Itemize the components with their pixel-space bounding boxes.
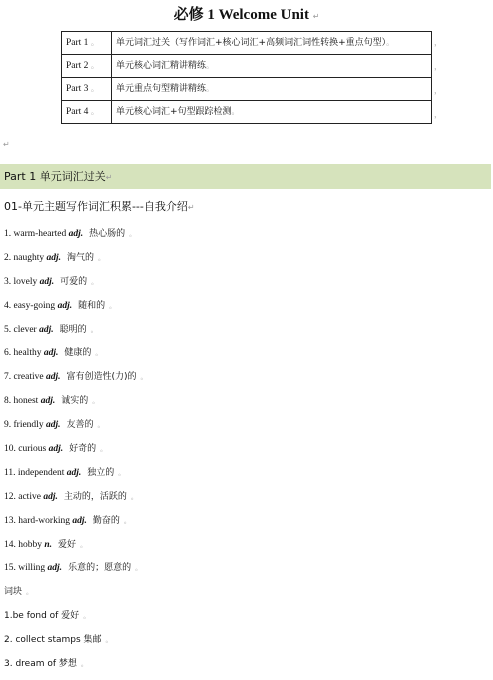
vocab-item: 12. active adj. 主动的，活跃的 。 xyxy=(4,491,138,502)
row-end-mark: ， xyxy=(434,62,442,71)
chunk-item: 2. collect stamps 集邮 。 xyxy=(4,635,113,646)
row-end-mark: ， xyxy=(434,110,442,119)
vocab-item: 9. friendly adj. 友善的 。 xyxy=(4,420,105,431)
document-title xyxy=(0,5,493,25)
part-cell: Part 2 。 xyxy=(62,55,112,78)
part-cell: Part 3 。 xyxy=(62,78,112,101)
contents-row xyxy=(62,32,432,55)
contents-row xyxy=(62,101,432,124)
part-heading: Part 1 单元词汇过关↵ xyxy=(0,164,491,189)
part-cell: Part 1 。 xyxy=(62,32,112,55)
subsection-heading: 01-单元主题写作词汇积累---自我介绍↵ xyxy=(4,200,195,213)
vocab-item: 6. healthy adj. 健康的 。 xyxy=(4,348,103,359)
row-end-mark: ， xyxy=(434,86,442,95)
vocab-item: 4. easy-going adj. 随和的 。 xyxy=(4,300,117,311)
vocab-item: 10. curious adj. 好奇的 。 xyxy=(4,444,108,455)
vocab-item: 3. lovely adj. 可爱的 。 xyxy=(4,276,99,287)
part-cell: Part 4 。 xyxy=(62,101,112,124)
description-cell: 单元核心词汇精讲精练。 xyxy=(112,55,432,78)
vocab-item: 2. naughty adj. 淘气的 。 xyxy=(4,252,106,263)
vocab-item: 8. honest adj. 诚实的 。 xyxy=(4,396,100,407)
vocabulary-list xyxy=(4,226,489,680)
vocab-item: 15. willing adj. 乐意的；愿意的 。 xyxy=(4,563,143,574)
contents-row xyxy=(62,55,432,78)
contents-table xyxy=(61,31,432,124)
description-cell: 单元词汇过关（写作词汇+核心词汇+高频词汇词性转换+重点句型）。 xyxy=(112,32,432,55)
row-end-mark: ， xyxy=(434,38,442,47)
vocab-item: 13. hard-working adj. 勤奋的 。 xyxy=(4,515,131,526)
description-cell: 单元核心词汇+句型跟踪检测。 xyxy=(112,101,432,124)
title-text: 必修 1 Welcome Unit xyxy=(173,7,309,23)
description-cell: 单元重点句型精讲精练。 xyxy=(112,78,432,101)
paragraph-mark: ↵ xyxy=(3,140,10,149)
vocab-item: 5. clever adj. 聪明的 。 xyxy=(4,324,98,335)
vocab-item: 11. independent adj. 独立的 。 xyxy=(4,467,126,478)
chunk-item: 3. dream of 梦想 。 xyxy=(4,659,88,670)
contents-row xyxy=(62,78,432,101)
chunk-item: 1.be fond of 爱好 。 xyxy=(4,611,91,622)
vocab-item: 1. warm-hearted adj. 热心肠的 。 xyxy=(4,229,137,239)
chunks-label: 词块 。 xyxy=(4,587,34,598)
vocab-item: 7. creative adj. 富有创造性(力)的 。 xyxy=(4,372,148,383)
paragraph-mark: ↵ xyxy=(312,12,320,21)
vocab-item: 14. hobby n. 爱好 。 xyxy=(4,539,88,550)
